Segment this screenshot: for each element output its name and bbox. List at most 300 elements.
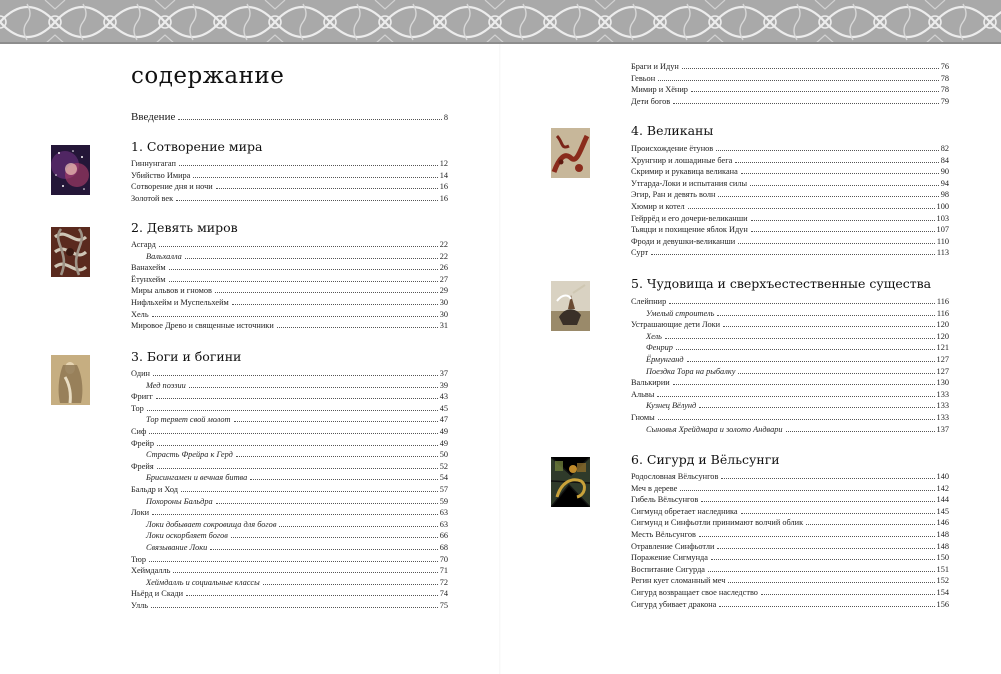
page-title: содержание — [131, 63, 285, 89]
entry-label: Гейррёд и его дочери-великанши — [631, 213, 748, 223]
entry-page: 50 — [439, 450, 448, 460]
leader-dots — [721, 471, 934, 479]
entry-label: Меч в дереве — [631, 483, 678, 493]
entry-page: 57 — [439, 485, 448, 494]
entry-label: Вальхалла — [146, 251, 182, 261]
leader-dots — [176, 193, 438, 201]
entry-page: 27 — [439, 274, 448, 284]
entry-page: 150 — [936, 553, 949, 563]
entry-page: 66 — [439, 531, 448, 541]
entry-page: 116 — [936, 308, 949, 318]
entry-label: Сыновья Хрейдмара и золото Андвари — [646, 424, 783, 434]
toc-entry[interactable] — [131, 507, 448, 519]
entry-label: Введение — [131, 111, 176, 123]
entry-page: 127 — [936, 366, 949, 376]
entry-page: 121 — [936, 343, 949, 353]
giants-artwork-image — [551, 128, 590, 178]
leader-dots — [231, 530, 438, 538]
toc-subentry[interactable] — [131, 530, 448, 542]
entry-label: Фрейя — [131, 461, 154, 471]
entry-label: Хель — [131, 309, 149, 319]
entry-label: Умелый строитель — [646, 308, 715, 318]
leader-dots — [277, 320, 438, 328]
entry-label: Гиннунгагап — [131, 159, 176, 168]
toc-entry[interactable] — [131, 309, 448, 321]
toc-subentry[interactable] — [131, 414, 448, 426]
toc-entry[interactable] — [631, 247, 949, 259]
leader-dots — [751, 224, 935, 232]
entry-page: 152 — [936, 576, 949, 586]
entry-page: 130 — [936, 378, 949, 388]
toc-entry[interactable] — [131, 181, 448, 193]
entry-label: Страсть Фрейра к Герд — [146, 450, 233, 460]
toc-subentry[interactable] — [631, 400, 949, 412]
toc-entry[interactable] — [631, 517, 949, 529]
entry-page: 74 — [439, 589, 448, 599]
toc-entry[interactable] — [631, 201, 949, 213]
leader-dots — [169, 262, 438, 270]
entry-label: Гибель Вёльсунгов — [631, 495, 699, 505]
toc-entry[interactable] — [631, 61, 949, 73]
toc-entry[interactable] — [631, 541, 949, 553]
toc-subentry[interactable] — [631, 354, 949, 366]
toc-entry[interactable] — [631, 412, 949, 424]
entry-page: 63 — [439, 519, 448, 529]
leader-dots — [751, 213, 935, 221]
leader-dots — [665, 331, 935, 339]
entry-page: 14 — [439, 170, 448, 180]
knotwork-carving-image — [51, 227, 90, 277]
entry-label: Хрунгнир и лошадиные бега — [631, 155, 733, 165]
leader-dots — [699, 400, 934, 408]
toc-entry[interactable] — [131, 262, 448, 274]
toc-entry[interactable] — [631, 506, 949, 518]
toc-subentry[interactable] — [131, 380, 448, 392]
leader-dots — [179, 158, 438, 166]
entry-page: 72 — [439, 577, 448, 587]
entry-page: 84 — [940, 155, 949, 165]
entry-label: Утгарда-Локи и испытания силы — [631, 178, 748, 188]
entry-label: Мировое Древо и священные источники — [131, 321, 274, 331]
cosmos-nebula-image — [51, 145, 90, 195]
entry-page: 79 — [940, 96, 949, 106]
entry-label: Браги и Идун — [631, 62, 679, 71]
entry-page: 71 — [439, 566, 448, 576]
entry-page: 12 — [439, 159, 448, 168]
toc-entry[interactable] — [131, 158, 448, 170]
toc-subentry[interactable] — [131, 472, 448, 484]
toc-subentry[interactable] — [131, 449, 448, 461]
entry-page: 107 — [936, 225, 949, 235]
entry-page: 37 — [439, 369, 448, 378]
leader-dots — [676, 342, 935, 350]
leader-dots — [193, 170, 437, 178]
leader-dots — [147, 403, 438, 411]
toc-entry[interactable] — [131, 403, 448, 415]
entry-label: Сигмунд обретает наследника — [631, 506, 738, 516]
toc-subentry[interactable] — [631, 331, 949, 343]
leader-dots — [723, 319, 934, 327]
entry-label: Бальдр и Ход — [131, 485, 179, 494]
entry-label: Локи — [131, 508, 150, 518]
entry-label: Брисингамен и вечная битва — [146, 473, 248, 483]
leader-dots — [189, 380, 438, 388]
toc-entry[interactable] — [131, 170, 448, 182]
leader-dots — [651, 247, 935, 255]
leader-dots — [741, 506, 935, 514]
toc-entry[interactable] — [131, 285, 448, 297]
toc-entry[interactable] — [131, 193, 448, 205]
toc-entry[interactable] — [631, 564, 949, 576]
toc-entry[interactable] — [631, 224, 949, 236]
entry-page: 116 — [936, 297, 949, 306]
toc-subentry[interactable] — [631, 308, 949, 320]
section-heading[interactable]: 5. Чудовища и сверхъестественные существа — [631, 276, 932, 291]
toc-entry[interactable] — [631, 377, 949, 389]
leader-dots — [717, 541, 934, 549]
entry-label: Локи добывает сокровища для богов — [146, 519, 277, 529]
entry-label: Нифльхейм и Муспельхейм — [131, 298, 229, 307]
entry-label: Фрейр — [131, 438, 154, 448]
leader-dots — [741, 166, 939, 174]
entry-page: 120 — [936, 320, 949, 330]
leader-dots — [216, 181, 438, 189]
entry-page: 47 — [439, 415, 448, 425]
entry-label: Ванахейм — [131, 263, 166, 273]
leader-dots — [152, 507, 438, 515]
toc-entry[interactable] — [631, 319, 949, 331]
entry-page: 133 — [936, 389, 949, 399]
leader-dots — [232, 297, 438, 305]
entry-label: Ёрмунганд — [646, 355, 684, 364]
toc-subentry[interactable] — [131, 542, 448, 554]
leader-dots — [699, 529, 935, 537]
toc-entry[interactable] — [131, 426, 448, 438]
toc-entry[interactable] — [631, 587, 949, 599]
entry-page: 59 — [439, 496, 448, 506]
toc-subentry[interactable] — [631, 342, 949, 354]
entry-page: 110 — [936, 236, 949, 246]
toc-entry[interactable] — [631, 166, 949, 178]
toc-entry[interactable] — [131, 274, 448, 286]
section-heading[interactable]: 4. Великаны — [631, 123, 714, 138]
toc-entry[interactable] — [131, 484, 448, 496]
toc-entry-intro[interactable] — [131, 110, 448, 124]
entry-label: Связывание Локи — [146, 543, 208, 552]
toc-entry[interactable] — [131, 588, 448, 600]
entry-label: Сигурд убивает дракона — [631, 599, 717, 609]
entry-page: 154 — [936, 588, 949, 597]
entry-label: Тор теряет свой молот — [146, 415, 231, 425]
leader-dots — [786, 424, 935, 432]
entry-page: 140 — [936, 472, 949, 481]
leader-dots — [181, 484, 438, 492]
goddess-painting-image — [51, 355, 90, 405]
leader-dots — [673, 377, 935, 385]
entry-page: 98 — [940, 190, 949, 200]
toc-entry[interactable] — [131, 600, 448, 612]
entry-page: 49 — [439, 438, 448, 448]
entry-page: 76 — [940, 62, 949, 71]
section-heading[interactable]: 6. Сигурд и Вёльсунги — [631, 452, 780, 467]
toc-entry[interactable] — [631, 143, 949, 155]
toc-entry[interactable] — [131, 565, 448, 577]
leader-dots — [687, 354, 935, 362]
leader-dots — [157, 438, 438, 446]
leader-dots — [236, 449, 438, 457]
entry-label: Валькирии — [631, 378, 670, 388]
leader-dots — [658, 412, 935, 420]
leader-dots — [711, 552, 935, 560]
leader-dots — [216, 496, 438, 504]
entry-label: Мед поэзии — [146, 380, 186, 390]
toc-subentry[interactable] — [131, 577, 448, 589]
leader-dots — [658, 73, 939, 81]
toc-entry[interactable] — [631, 213, 949, 225]
toc-entry[interactable] — [631, 189, 949, 201]
toc-entry[interactable] — [631, 599, 949, 611]
leader-dots — [669, 296, 935, 304]
entry-page: 16 — [439, 182, 448, 192]
leader-dots — [716, 143, 939, 151]
toc-entry[interactable] — [131, 438, 448, 450]
entry-label: Улль — [131, 601, 149, 610]
toc-entry[interactable] — [631, 471, 949, 483]
leader-dots — [719, 599, 934, 607]
entry-label: Хюмир и котел — [631, 202, 685, 211]
entry-page: 151 — [936, 564, 949, 574]
entry-label: Локи оскорбляет богов — [146, 531, 228, 541]
toc-entry[interactable] — [631, 236, 949, 248]
entry-page: 49 — [439, 427, 448, 436]
toc-entry[interactable] — [631, 296, 949, 308]
toc-entry[interactable] — [631, 178, 949, 190]
entry-page: 148 — [936, 530, 949, 539]
leader-dots — [234, 414, 438, 422]
entry-label: Устрашающие дети Локи — [631, 320, 721, 330]
entry-label: Асгард — [131, 240, 156, 249]
entry-page: 127 — [936, 355, 949, 364]
entry-page: 16 — [439, 193, 448, 203]
toc-entry[interactable] — [131, 239, 448, 251]
leader-dots — [149, 554, 438, 562]
entry-page: 148 — [936, 541, 949, 551]
leader-dots — [673, 96, 938, 104]
entry-label: Родословная Вёльсунгов — [631, 472, 719, 481]
entry-page: 63 — [439, 508, 448, 518]
stained-glass-dragon-image — [551, 457, 590, 507]
leader-dots — [717, 308, 934, 316]
leader-dots — [149, 426, 437, 434]
entry-label: Ётунхейм — [131, 274, 166, 284]
toc-subentry[interactable] — [131, 519, 448, 531]
toc-entry[interactable] — [631, 155, 949, 167]
entry-page: 137 — [936, 424, 949, 434]
section-heading[interactable]: 3. Боги и богини — [131, 349, 242, 364]
book-spine-shadow — [499, 44, 501, 674]
entry-label: Золотой век — [131, 193, 174, 203]
entry-label: Альвы — [631, 389, 655, 399]
entry-page: 22 — [439, 240, 448, 249]
entry-label: Происхождение ётунов — [631, 144, 714, 153]
leader-dots — [178, 112, 442, 120]
entry-label: Слейпнир — [631, 297, 667, 306]
toc-entry[interactable] — [631, 73, 949, 85]
leader-dots — [688, 201, 935, 209]
leader-dots — [215, 285, 438, 293]
toc-subentry[interactable] — [631, 424, 949, 436]
toc-subentry[interactable] — [131, 496, 448, 508]
toc-entry[interactable] — [131, 554, 448, 566]
entry-label: Кузнец Вёлунд — [646, 401, 697, 411]
entry-label: Фенрир — [646, 343, 673, 353]
toc-entry[interactable] — [631, 494, 949, 506]
leader-dots — [750, 178, 939, 186]
leader-dots — [173, 565, 437, 573]
leader-dots — [738, 366, 934, 374]
leader-dots — [657, 389, 934, 397]
leader-dots — [701, 494, 934, 502]
leader-dots — [159, 239, 438, 247]
entry-label: Сотворение дня и ночи — [131, 182, 213, 192]
entry-page: 54 — [439, 473, 448, 483]
entry-page: 39 — [439, 380, 448, 390]
leader-dots — [185, 251, 438, 259]
toc-entry[interactable] — [631, 389, 949, 401]
toc-subentry[interactable] — [131, 251, 448, 263]
leader-dots — [728, 575, 934, 583]
entry-page: 133 — [936, 401, 949, 411]
toc-entry[interactable] — [131, 297, 448, 309]
entry-page: 120 — [936, 331, 949, 341]
entry-page: 144 — [936, 495, 949, 505]
entry-page: 82 — [940, 144, 949, 153]
entry-page: 8 — [443, 113, 448, 122]
entry-page: 31 — [439, 321, 448, 331]
entry-page: 90 — [940, 167, 949, 177]
entry-label: Отравление Синфьотли — [631, 541, 715, 551]
right-page-column — [631, 0, 949, 674]
entry-label: Сурт — [631, 248, 649, 258]
leader-dots — [186, 588, 438, 596]
leader-dots — [735, 155, 938, 163]
entry-page: 68 — [439, 543, 448, 552]
entry-label: Эгир, Ран и девять волн — [631, 190, 716, 200]
toc-entry[interactable] — [131, 391, 448, 403]
entry-label: Скримир и рукавица великана — [631, 167, 738, 177]
entry-label: Мимир и Хёнир — [631, 85, 688, 95]
leader-dots — [718, 189, 938, 197]
leader-dots — [279, 519, 437, 527]
leader-dots — [210, 542, 437, 550]
entry-label: Фроди и девушки-великанши — [631, 236, 736, 246]
entry-label: Сигурд возвращает свое наследство — [631, 588, 758, 597]
leader-dots — [806, 517, 934, 525]
entry-label: Поездка Тора на рыбалку — [646, 366, 736, 376]
leader-dots — [156, 391, 438, 399]
entry-page: 133 — [936, 413, 949, 422]
leader-dots — [263, 577, 438, 585]
entry-label: Тор — [131, 403, 144, 413]
leader-dots — [682, 61, 939, 69]
entry-page: 145 — [936, 506, 949, 516]
leader-dots — [152, 309, 438, 317]
toc-subentry[interactable] — [631, 366, 949, 378]
entry-label: Миры альвов и гномов — [131, 286, 212, 296]
toc-entry[interactable] — [631, 84, 949, 96]
entry-label: Дети богов — [631, 96, 671, 106]
leader-dots — [169, 274, 438, 282]
toc-entry[interactable] — [631, 96, 949, 108]
entry-page: 45 — [439, 403, 448, 413]
entry-page: 78 — [940, 73, 949, 83]
entry-label: Похороны Бальдра — [146, 496, 213, 506]
entry-page: 26 — [439, 263, 448, 273]
entry-page: 94 — [940, 178, 949, 188]
leader-dots — [151, 600, 438, 608]
entry-label: Хеймдалль и социальные классы — [146, 577, 260, 587]
entry-page: 113 — [936, 248, 949, 258]
entry-page: 70 — [439, 554, 448, 564]
leader-dots — [157, 461, 438, 469]
entry-label: Фригг — [131, 392, 153, 402]
entry-label: Тюр — [131, 554, 147, 564]
toc-entry[interactable] — [131, 461, 448, 473]
entry-label: Поражение Сигмунда — [631, 553, 708, 563]
leader-dots — [153, 368, 438, 376]
entry-page: 52 — [439, 461, 448, 471]
entry-page: 30 — [439, 309, 448, 319]
section-heading[interactable]: 2. Девять миров — [131, 220, 238, 235]
toc-entry[interactable] — [631, 483, 949, 495]
entry-label: Ньёрд и Скади — [131, 589, 184, 599]
leader-dots — [680, 483, 934, 491]
entry-page: 78 — [940, 85, 949, 95]
section-heading[interactable]: 1. Сотворение мира — [131, 139, 263, 154]
entry-page: 22 — [439, 251, 448, 261]
entry-page: 156 — [936, 599, 949, 609]
entry-page: 43 — [439, 392, 448, 402]
leader-dots — [761, 587, 935, 595]
toc-entry[interactable] — [631, 529, 949, 541]
entry-label: Тьяцци и похищение яблок Идун — [631, 225, 748, 235]
entry-page: 100 — [936, 202, 949, 211]
leader-dots — [691, 84, 939, 92]
entry-label: Сиф — [131, 427, 147, 436]
left-page-column — [131, 0, 448, 674]
toc-entry[interactable] — [131, 320, 448, 332]
entry-label: Один — [131, 369, 150, 378]
leader-dots — [708, 564, 935, 572]
leader-dots — [738, 236, 935, 244]
toc-entry[interactable] — [131, 368, 448, 380]
entry-label: Гевьон — [631, 73, 656, 83]
toc-entry[interactable] — [631, 575, 949, 587]
entry-page: 29 — [439, 286, 448, 296]
entry-page: 146 — [936, 518, 949, 528]
entry-page: 103 — [936, 213, 949, 223]
toc-entry[interactable] — [631, 552, 949, 564]
entry-label: Хеймдалль — [131, 566, 171, 576]
entry-label: Гномы — [631, 413, 655, 422]
entry-page: 30 — [439, 298, 448, 307]
valkyrie-rider-image — [551, 281, 590, 331]
entry-label: Хель — [646, 331, 662, 341]
entry-page: 142 — [936, 483, 949, 493]
leader-dots — [250, 472, 437, 480]
entry-label: Регин кует сломанный меч — [631, 576, 726, 586]
entry-page: 75 — [439, 601, 448, 610]
